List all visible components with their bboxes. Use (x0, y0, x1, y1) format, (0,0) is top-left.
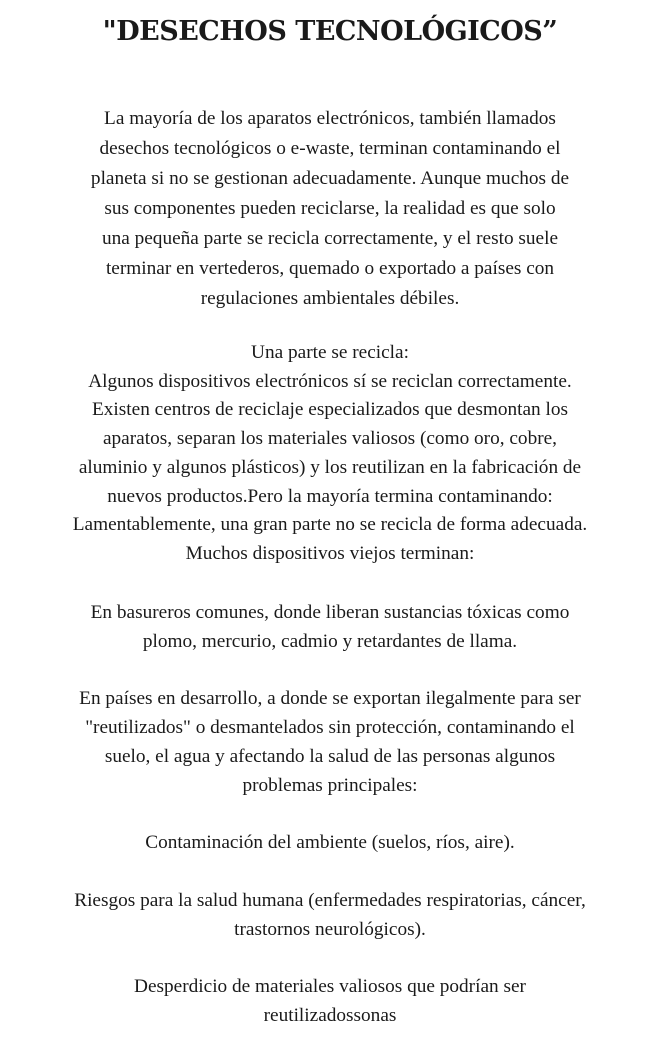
intro-paragraph (10, 104, 650, 314)
text-line: sus componentes pueden reciclarse, la realidad es que solo (104, 198, 556, 219)
text-line: Una parte se recicla: (251, 342, 409, 363)
pollution-paragraph (10, 828, 650, 857)
text-line: regulaciones ambientales débiles. (200, 288, 460, 309)
text-line: Algunos dispositivos electrónicos sí se reciclan correctamente. (88, 370, 572, 392)
text-line: suelo, el agua y afectando la salud de las personas algunos (104, 746, 556, 767)
dumps-paragraph (10, 598, 650, 656)
text-line: reutilizadossonas (263, 1005, 397, 1026)
text-line: una pequeña parte se recicla correctamente, y el resto suele (101, 228, 559, 249)
page-title: "DESECHOS TECNOLÓGICOS” (102, 16, 558, 47)
text-line: trastornos neurológicos). (234, 919, 426, 940)
text-line: Contaminación del ambiente (suelos, ríos, aire). (145, 832, 515, 853)
text-line: aparatos, separan los materiales valiosos (como oro, cobre, (102, 428, 558, 450)
text-line: aluminio y algunos plásticos) y los reutilizan en la fabricación de (78, 456, 582, 478)
text-line: En países en desarrollo, a donde se exportan ilegalmente para ser (79, 688, 581, 709)
text-line: desechos tecnológicos o e-waste, terminan contaminando el (99, 138, 561, 159)
text-line: Existen centros de reciclaje especializados que desmontan los (92, 399, 568, 421)
developing-countries-paragraph (10, 684, 650, 800)
text-line: problemas principales: (242, 775, 418, 796)
text-line: La mayoría de los aparatos electrónicos, también llamados (104, 108, 556, 129)
text-line: En basureros comunes, donde liberan sustancias tóxicas como (90, 602, 570, 623)
text-line: "reutilizados" o desmantelados sin protección, contaminando el (85, 717, 575, 738)
text-line: planeta si no se gestionan adecuadamente. Aunque muchos de (90, 168, 570, 189)
text-line: Riesgos para la salud humana (enfermedades respiratorias, cáncer, (74, 890, 586, 911)
waste-materials-paragraph (10, 972, 650, 1030)
text-line: nuevos productos.Pero la mayoría termina contaminando: (107, 485, 553, 507)
text-line: Muchos dispositivos viejos terminan: (185, 542, 475, 564)
text-line: Desperdicio de materiales valiosos que podrían ser (134, 976, 526, 997)
text-line: Lamentablemente, una gran parte no se recicla de forma adecuada. (72, 514, 588, 536)
text-line: terminar en vertederos, quemado o exportado a países con (105, 258, 555, 279)
recycle-paragraph (10, 339, 650, 569)
health-risks-paragraph (10, 886, 650, 944)
text-line: plomo, mercurio, cadmio y retardantes de llama. (142, 631, 518, 652)
